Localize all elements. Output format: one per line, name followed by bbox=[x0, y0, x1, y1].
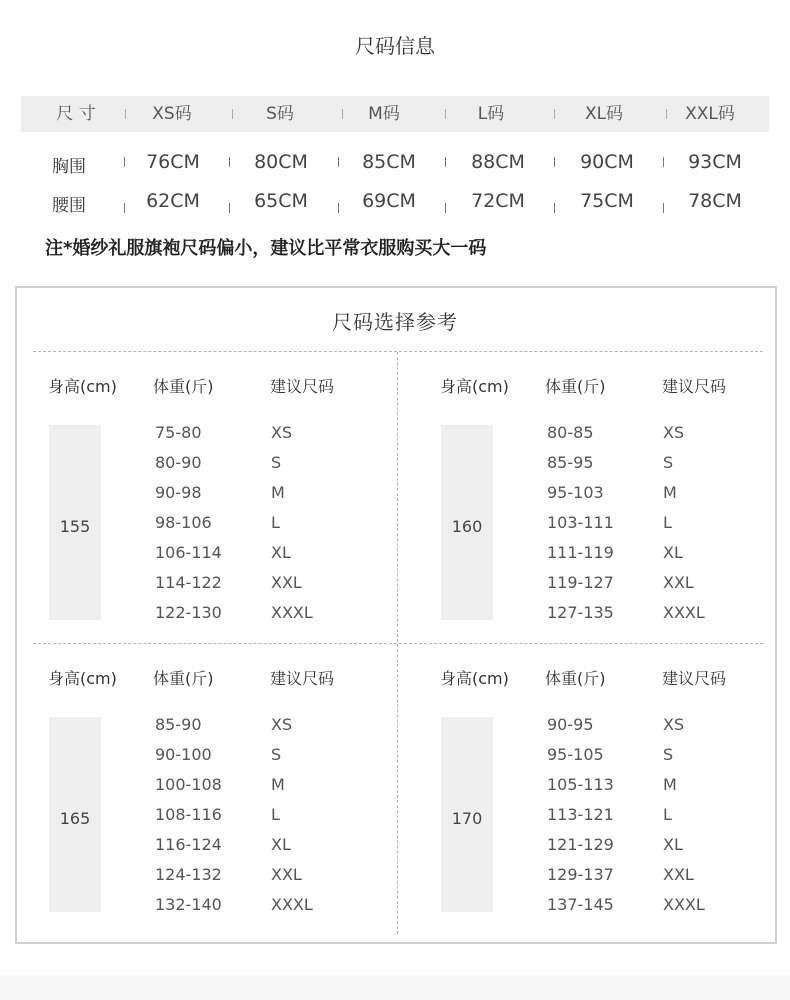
waist-value: 75CM bbox=[580, 190, 634, 212]
size-value: XS bbox=[663, 715, 685, 734]
size-value: XL bbox=[271, 835, 291, 854]
height-column-header: 身高(cm) bbox=[48, 377, 117, 396]
waist-value: 62CM bbox=[146, 190, 200, 212]
size-value: XXXL bbox=[271, 603, 313, 622]
weight-range: 95-103 bbox=[547, 483, 604, 502]
weight-range: 98-106 bbox=[155, 513, 212, 532]
size-value: L bbox=[271, 513, 280, 532]
size-value: XL bbox=[663, 543, 683, 562]
weight-range: 111-119 bbox=[547, 543, 614, 562]
weight-range: 105-113 bbox=[547, 775, 614, 794]
chest-value: 76CM bbox=[146, 151, 200, 173]
waist-value: 78CM bbox=[688, 190, 742, 212]
weight-range: 85-90 bbox=[155, 715, 202, 734]
size-value: XXXL bbox=[663, 603, 705, 622]
weight-range: 100-108 bbox=[155, 775, 222, 794]
weight-range: 80-85 bbox=[547, 423, 594, 442]
header-size-xl: XL码 bbox=[584, 104, 624, 124]
header-size-s: S码 bbox=[266, 104, 294, 124]
weight-range: 108-116 bbox=[155, 805, 222, 824]
weight-range: 80-90 bbox=[155, 453, 202, 472]
size-column-header: 建议尺码 bbox=[662, 669, 727, 688]
size-value: XL bbox=[663, 835, 683, 854]
weight-range: 85-95 bbox=[547, 453, 594, 472]
divider bbox=[397, 352, 398, 642]
size-value: S bbox=[663, 745, 674, 764]
page-title: 尺码信息 bbox=[355, 34, 435, 58]
size-note: 注*婚纱礼服旗袍尺码偏小，建议比平常衣服购买大一码 bbox=[45, 238, 487, 259]
header-size-m: M码 bbox=[368, 104, 400, 124]
chest-value: 85CM bbox=[362, 151, 416, 173]
weight-range: 95-105 bbox=[547, 745, 604, 764]
row-label-chest: 胸围 bbox=[52, 157, 86, 177]
chest-value: 93CM bbox=[688, 151, 742, 173]
height-column-header: 身高(cm) bbox=[440, 377, 509, 396]
size-value: L bbox=[663, 513, 672, 532]
header-size-xs: XS码 bbox=[152, 104, 192, 124]
waist-value: 69CM bbox=[362, 190, 416, 212]
height-value: 155 bbox=[59, 517, 91, 536]
size-value: M bbox=[271, 483, 285, 502]
weight-range: 119-127 bbox=[547, 573, 614, 592]
header-size-l: L码 bbox=[477, 104, 505, 124]
weight-range: 106-114 bbox=[155, 543, 222, 562]
size-table-header bbox=[21, 96, 769, 132]
size-value: XXL bbox=[663, 573, 694, 592]
size-value: XXXL bbox=[663, 895, 705, 914]
header-size-label: 尺 寸 bbox=[56, 104, 96, 124]
weight-range: 103-111 bbox=[547, 513, 614, 532]
size-value: M bbox=[271, 775, 285, 794]
weight-range: 121-129 bbox=[547, 835, 614, 854]
header-size-xxl: XXL码 bbox=[685, 104, 735, 124]
waist-value: 65CM bbox=[254, 190, 308, 212]
weight-range: 113-121 bbox=[547, 805, 614, 824]
chest-value: 88CM bbox=[471, 151, 525, 173]
size-column-header: 建议尺码 bbox=[270, 377, 335, 396]
weight-range: 137-145 bbox=[547, 895, 614, 914]
size-value: XL bbox=[271, 543, 291, 562]
size-value: M bbox=[663, 483, 677, 502]
reference-title: 尺码选择参考 bbox=[332, 310, 458, 334]
size-value: XXL bbox=[663, 865, 694, 884]
size-value: XS bbox=[663, 423, 685, 442]
weight-range: 116-124 bbox=[155, 835, 222, 854]
size-value: L bbox=[271, 805, 280, 824]
height-value: 165 bbox=[59, 809, 91, 828]
chest-value: 90CM bbox=[580, 151, 634, 173]
weight-range: 129-137 bbox=[547, 865, 614, 884]
size-column-header: 建议尺码 bbox=[270, 669, 335, 688]
size-value: XXXL bbox=[271, 895, 313, 914]
weight-range: 90-95 bbox=[547, 715, 594, 734]
weight-range: 124-132 bbox=[155, 865, 222, 884]
size-value: S bbox=[663, 453, 674, 472]
weight-column-header: 体重(斤) bbox=[153, 377, 214, 396]
size-column-header: 建议尺码 bbox=[662, 377, 727, 396]
height-value: 160 bbox=[451, 517, 483, 536]
size-value: S bbox=[271, 745, 282, 764]
size-value: M bbox=[663, 775, 677, 794]
waist-value: 72CM bbox=[471, 190, 525, 212]
height-value: 170 bbox=[451, 809, 483, 828]
divider bbox=[33, 643, 763, 644]
chest-value: 80CM bbox=[254, 151, 308, 173]
weight-column-header: 体重(斤) bbox=[153, 669, 214, 688]
divider bbox=[397, 644, 398, 934]
weight-column-header: 体重(斤) bbox=[545, 377, 606, 396]
divider bbox=[33, 351, 763, 352]
weight-column-header: 体重(斤) bbox=[545, 669, 606, 688]
size-value: XXL bbox=[271, 573, 302, 592]
weight-range: 127-135 bbox=[547, 603, 614, 622]
weight-range: 75-80 bbox=[155, 423, 202, 442]
weight-range: 90-98 bbox=[155, 483, 202, 502]
weight-range: 122-130 bbox=[155, 603, 222, 622]
size-value: XXL bbox=[271, 865, 302, 884]
size-value: XS bbox=[271, 715, 293, 734]
row-label-waist: 腰围 bbox=[52, 196, 86, 216]
size-value: XS bbox=[271, 423, 293, 442]
weight-range: 90-100 bbox=[155, 745, 212, 764]
size-value: L bbox=[663, 805, 672, 824]
weight-range: 114-122 bbox=[155, 573, 222, 592]
height-column-header: 身高(cm) bbox=[440, 669, 509, 688]
weight-range: 132-140 bbox=[155, 895, 222, 914]
size-value: S bbox=[271, 453, 282, 472]
height-column-header: 身高(cm) bbox=[48, 669, 117, 688]
bottom-strip bbox=[0, 975, 790, 1000]
